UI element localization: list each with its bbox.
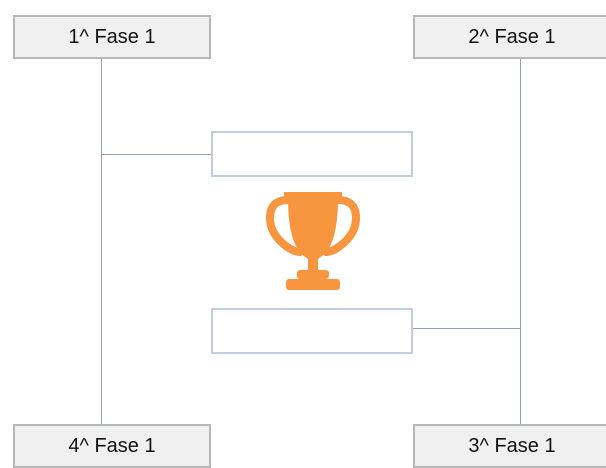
final-slot-top	[211, 131, 413, 177]
team-label-top-right: 2^ Fase 1	[468, 25, 556, 48]
team-box-bottom-right	[413, 424, 606, 468]
connector-left-horizontal	[101, 154, 212, 155]
team-label-bottom-right: 3^ Fase 1	[468, 434, 556, 457]
team-label-top-left: 1^ Fase 1	[68, 25, 156, 48]
trophy-icon	[262, 188, 364, 292]
connector-right-horizontal	[413, 328, 521, 329]
connector-left-vertical	[101, 59, 102, 424]
team-box-bottom-left	[13, 424, 211, 468]
team-box-top-right	[413, 15, 606, 59]
team-box-top-left	[13, 15, 211, 59]
final-slot-bottom	[211, 308, 413, 354]
team-label-bottom-left: 4^ Fase 1	[68, 434, 156, 457]
connector-right-vertical	[520, 59, 521, 424]
